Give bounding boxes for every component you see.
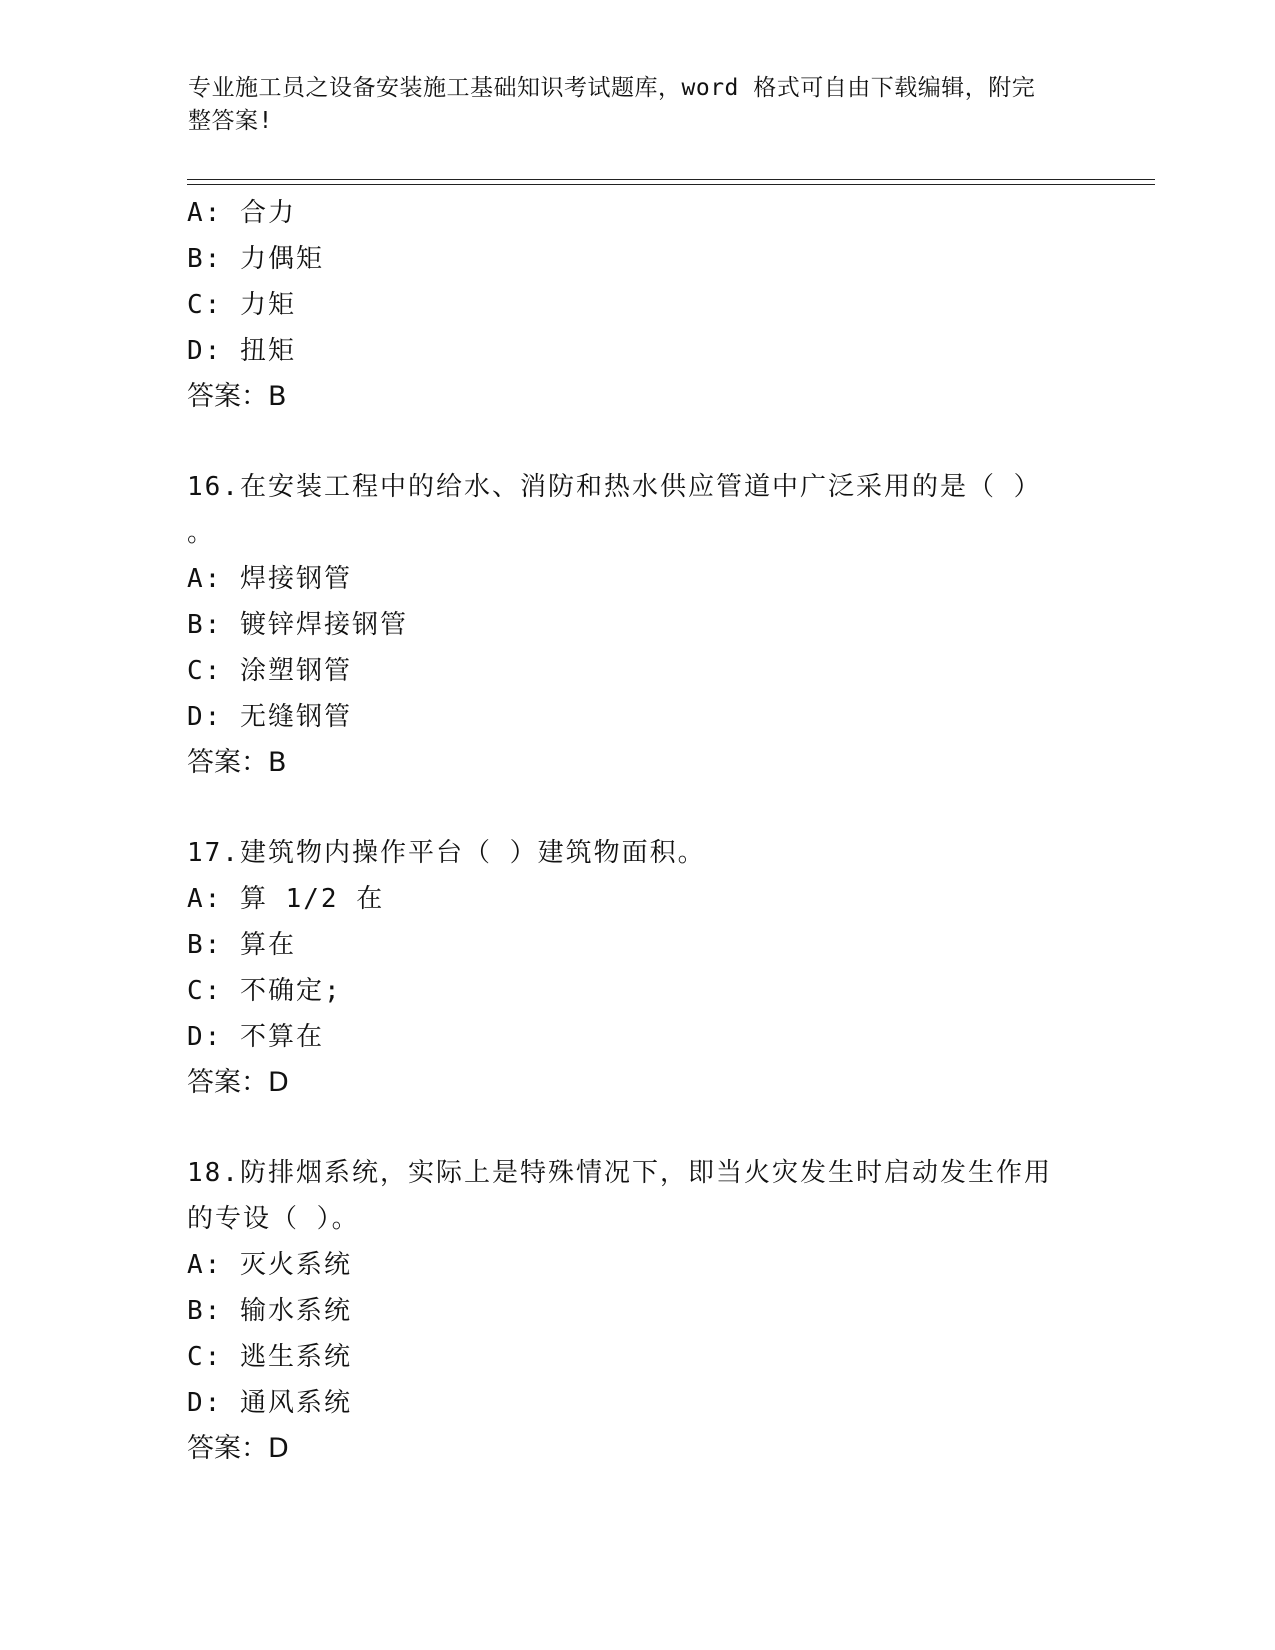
option-d: D: 扭矩 [187,336,296,366]
option-b: B: 算在 [187,930,296,960]
option-b: B: 镀锌焊接钢管 [187,610,408,640]
option-a: A: 焊接钢管 [187,564,352,594]
option-d: D: 不算在 [187,1022,324,1052]
option-b: B: 力偶矩 [187,244,324,274]
header-divider [187,179,1155,185]
header-line-2: 整答案! [188,108,273,134]
header-line-1: 专业施工员之设备安装施工基础知识考试题库，word 格式可自由下载编辑，附完 [188,75,1036,101]
option-a: A: 算 1/2 在 [187,884,385,914]
question-16-text: 16.在安装工程中的给水、消防和热水供应管道中广泛采用的是（ ） [187,472,1042,502]
question-18-text: 18.防排烟系统，实际上是特殊情况下，即当火灾发生时启动发生作用 [187,1158,1052,1188]
question-18-text-cont: 的专设（ ）。 [187,1204,360,1234]
option-b: B: 输水系统 [187,1296,352,1326]
question-list [187,190,1087,1472]
spacer [187,1106,1087,1150]
question-18-block [187,1150,1087,1472]
spacer [187,420,1087,464]
question-16-block [187,464,1087,786]
spacer [187,786,1087,830]
question-15-block [187,190,1087,420]
option-c: C: 力矩 [187,290,296,320]
option-c: C: 不确定; [187,976,342,1006]
question-16-text-cont: 。 [187,518,216,548]
question-17-block [187,830,1087,1106]
document-header [188,72,1068,138]
answer-line: 答案：B [187,747,287,778]
option-a: A: 合力 [187,198,296,228]
option-d: D: 无缝钢管 [187,702,352,732]
option-a: A: 灭火系统 [187,1250,352,1280]
question-17-text: 17.建筑物内操作平台（ ）建筑物面积。 [187,838,706,868]
answer-line: 答案：D [187,1067,289,1098]
answer-line: 答案：D [187,1433,289,1464]
option-c: C: 涂塑钢管 [187,656,352,686]
option-c: C: 逃生系统 [187,1342,352,1372]
option-d: D: 通风系统 [187,1388,352,1418]
answer-line: 答案：B [187,381,287,412]
